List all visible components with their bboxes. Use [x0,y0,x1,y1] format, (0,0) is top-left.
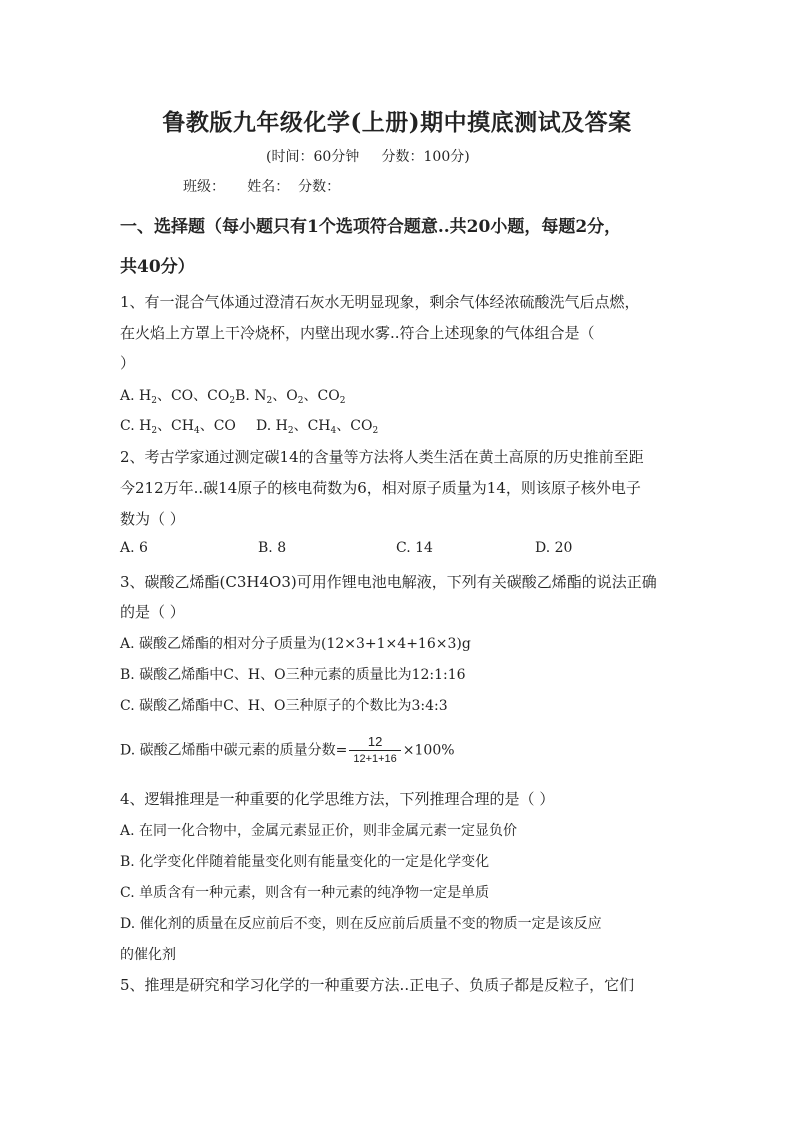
q3-option-a: A. 碳酸乙烯酯的相对分子质量为(12×3+1×4+16×3)g [120,636,471,652]
section-heading-line1: 一、选择题（每小题只有1个选项符合题意..共20小题，每题2分， [120,217,622,237]
page-title: 鲁教版九年级化学(上册)期中摸底测试及答案 [162,109,632,136]
exam-time-score: (时间：60分钟 分数：100分) [266,149,470,165]
q4-option-d-line1: D. 催化剂的质量在反应前后不变，则在反应前后质量不变的物质一定是该反应 [120,916,602,932]
q1-option-d: D. $H_2$、$CH_4$、$CO_2$ [256,418,379,436]
q4-option-d-line2: 的催化剂 [120,947,176,963]
q5-line1: 5、推理是研究和学习化学的一种重要方法..正电子、负质子都是反粒子，它们 [120,976,635,994]
q2-option-d: D. 20 [535,540,573,556]
q3-option-d: D. 碳酸乙烯酯中碳元素的质量分数= $\frac{12}{12+1+16}$ ×100% [120,733,455,768]
q1-option-a-b: A. $H_2$、CO、$CO_2B$. $N_2$、$O_2$、$CO_2$ [120,388,346,406]
q4-line1: 4、逻辑推理是一种重要的化学思维方法，下列推理合理的是（ ） [120,790,555,808]
q1-line1: 1、有一混合气体通过澄清石灰水无明显现象，剩余气体经浓硫酸洗气后点燃， [120,293,640,311]
student-info-line: 班级： 姓名： 分数： [183,179,341,195]
q3-option-c: C. 碳酸乙烯酯中C、H、O三种原子的个数比为3:4:3 [120,698,448,714]
q4-option-c: C. 单质含有一种元素，则含有一种元素的纯净物一定是单质 [120,885,490,901]
q4-option-a: A. 在同一化合物中，金属元素显正价，则非金属元素一定显负价 [120,823,518,839]
mass-fraction-formula: $\frac{12}{12+1+16}$ [349,733,400,768]
q3-line2: 的是（ ） [120,603,185,621]
q1-option-c: C. $H_2$、$CH_4$、CO [120,418,236,436]
section-heading-line2: 共40分） [120,257,195,277]
q1-line2: 在火焰上方罩上干冷烧杯，内壁出现水雾..符合上述现象的气体组合是（ [120,324,595,342]
q2-line2: 今212万年..碳14原子的核电荷数为6，相对原子质量为14，则该原子核外电子 [120,479,641,497]
q2-option-c: C. 14 [396,540,433,556]
q3-option-b: B. 碳酸乙烯酯中C、H、O三种元素的质量比为12:1:16 [120,667,466,683]
q2-line3: 数为（ ） [120,510,185,528]
q1-line3: ） [120,354,136,372]
q2-line1: 2、考古学家通过测定碳14的含量等方法将人类生活在黄土高原的历史推前至距 [120,448,644,466]
q2-option-b: B. 8 [258,540,287,556]
q3-line1: 3、碳酸乙烯酯(C3H4O3)可用作锂电池电解液，下列有关碳酸乙烯酯的说法正确 [120,573,657,591]
q2-option-a: A. 6 [120,540,148,556]
q4-option-b: B. 化学变化伴随着能量变化则有能量变化的一定是化学变化 [120,854,490,870]
